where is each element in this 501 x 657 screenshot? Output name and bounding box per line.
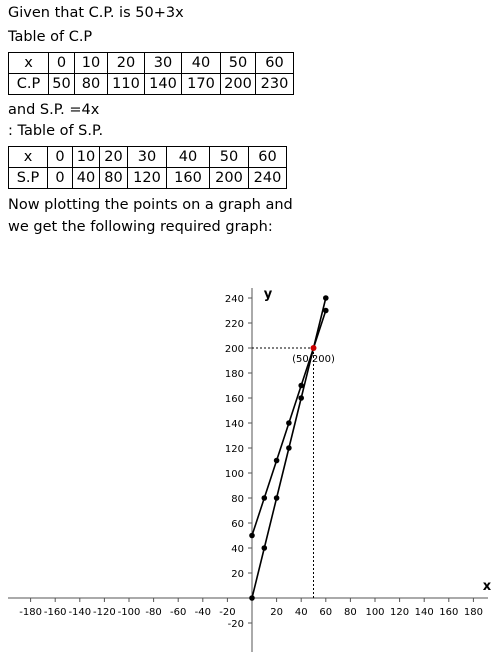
x-tick-label: 20 (270, 607, 283, 618)
sp-table-value-cell: 240 (249, 168, 287, 189)
x-tick-label: 80 (344, 607, 357, 618)
cp-table-value-cell: 200 (221, 74, 256, 95)
x-tick-label: -120 (93, 607, 116, 618)
y-tick-label: 140 (224, 419, 244, 430)
sp-table-header-cell: 10 (73, 147, 100, 168)
sp-table-header-cell: x (9, 147, 48, 168)
y-tick-label: 60 (231, 519, 244, 530)
cp-table-header-cell: 60 (256, 53, 294, 74)
cp-table-value-cell: 170 (182, 74, 221, 95)
data-point (286, 445, 292, 451)
x-tick-label: 100 (365, 607, 385, 618)
sp-table-header-cell: 20 (100, 147, 128, 168)
data-point (286, 420, 292, 426)
data-point (274, 458, 280, 464)
cp-table-header-row (9, 53, 294, 74)
x-tick-label: 60 (319, 607, 333, 618)
y-tick-label: 220 (224, 319, 244, 330)
sp-table-header-cell: 0 (48, 147, 73, 168)
cp-table-header-cell: 0 (49, 53, 75, 74)
x-tick-label: -20 (219, 607, 236, 618)
sp-table-value-cell: 80 (100, 168, 128, 189)
data-point (262, 545, 268, 551)
cp-table-header-cell: 20 (108, 53, 145, 74)
plot-text-line2: we get the following required graph: (8, 219, 273, 235)
plot-text-line1: Now plotting the points on a graph and (8, 197, 293, 213)
x-tick-label: -100 (117, 607, 141, 618)
sp-intro-text: and S.P. =4x (8, 102, 100, 118)
sp-table-value-cell: 200 (210, 168, 249, 189)
y-tick-label: 240 (224, 294, 244, 305)
y-tick-label: 200 (224, 344, 244, 355)
y-tick-label: 120 (224, 444, 244, 455)
y-tick-label: 40 (231, 544, 244, 555)
sp-table-title: : Table of S.P. (8, 123, 104, 139)
sp-table-value-cell: 160 (167, 168, 210, 189)
cp-table-header-cell: 40 (182, 53, 221, 74)
y-tick-label: 180 (224, 369, 244, 380)
y-tick-label: 100 (224, 469, 244, 480)
cp-table-value-cell: 140 (145, 74, 182, 95)
x-tick-label: -180 (19, 607, 42, 618)
cp-table-value-cell: 230 (256, 74, 294, 95)
cp-table (8, 52, 294, 95)
cp-table-value-cell: 80 (75, 74, 108, 95)
x-tick-label: -40 (194, 607, 211, 618)
sp-table-value-row (9, 168, 287, 189)
sp-table-header-cell: 30 (128, 147, 167, 168)
data-point (323, 295, 329, 301)
x-axis-label: x (482, 579, 492, 594)
sp-table-header-cell: 40 (167, 147, 210, 168)
y-tick-label: 80 (231, 494, 244, 505)
x-tick-label: 120 (390, 607, 410, 618)
x-tick-label: 140 (414, 607, 434, 618)
cp-table-value-cell: 110 (108, 74, 145, 95)
intersection-point (311, 345, 317, 351)
x-tick-label: -80 (145, 607, 162, 618)
sp-table-header-row (9, 147, 287, 168)
sp-table-header-cell: 60 (249, 147, 287, 168)
data-point (249, 533, 255, 539)
x-tick-label: -60 (170, 607, 187, 618)
cp-table-value-row (9, 74, 294, 95)
x-tick-label: 40 (294, 607, 308, 618)
intersection-label: (50,200) (292, 354, 335, 365)
sp-table-value-cell: 40 (73, 168, 100, 189)
cp-table-title: Table of C.P (8, 29, 93, 45)
cp-table-value-cell: C.P (9, 74, 49, 95)
graph (0, 280, 501, 657)
intro-text: Given that C.P. is 50+3x (8, 5, 184, 21)
y-tick-label: -20 (227, 619, 244, 630)
y-tick-label: 20 (231, 569, 244, 580)
cp-table-header-cell: 10 (75, 53, 108, 74)
cp-table-header-cell: 50 (221, 53, 256, 74)
data-point (249, 595, 255, 601)
data-point (262, 495, 268, 501)
x-tick-label: -160 (43, 607, 67, 618)
x-tick-label: 160 (439, 607, 459, 618)
data-point (298, 395, 304, 401)
sp-table-value-cell: 0 (48, 168, 73, 189)
cp-table-header-cell: x (9, 53, 49, 74)
sp-table (8, 146, 287, 189)
y-tick-label: 160 (224, 394, 244, 405)
sp-table-value-cell: S.P (9, 168, 48, 189)
x-tick-label: -140 (68, 607, 92, 618)
cp-table-value-cell: 50 (49, 74, 75, 95)
sp-table-value-cell: 120 (128, 168, 167, 189)
y-axis-label: y (263, 287, 273, 302)
data-point (274, 495, 280, 501)
cp-table-header-cell: 30 (145, 53, 182, 74)
sp-table-header-cell: 50 (210, 147, 249, 168)
x-tick-label: 180 (463, 607, 483, 618)
